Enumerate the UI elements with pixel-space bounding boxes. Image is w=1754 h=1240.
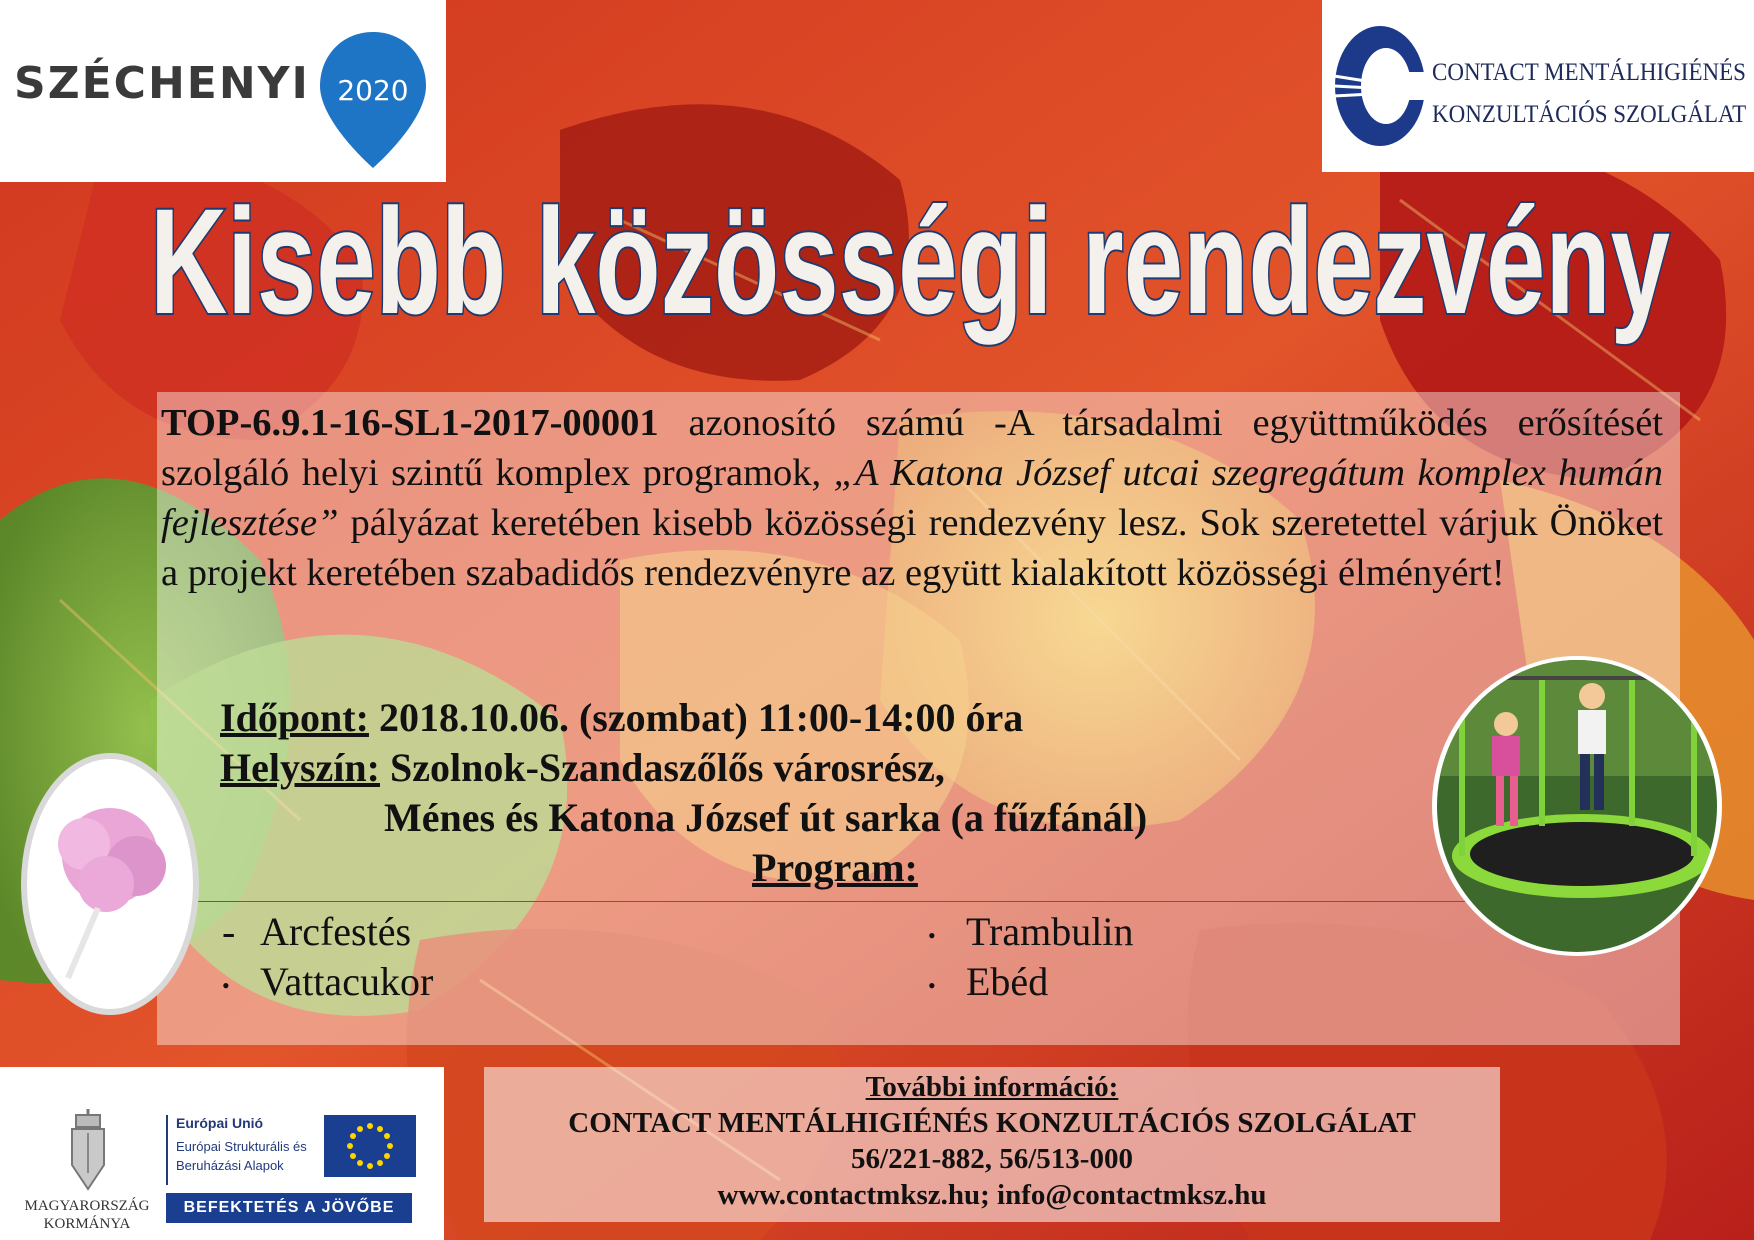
gov-line2: KORMÁNYA bbox=[43, 1216, 131, 1232]
bullet-dot: • bbox=[222, 972, 230, 998]
program-heading bbox=[752, 844, 918, 891]
place-value-2: Ménes és Katona József út sarka (a fűzfánál) bbox=[384, 795, 1148, 840]
contact-logo-line1: CONTACT MENTÁLHIGIÉNÉS bbox=[1432, 59, 1746, 86]
invest-banner: BEFEKTETÉS A JÖVŐBE bbox=[166, 1193, 412, 1223]
place-row bbox=[220, 744, 945, 791]
web-and-email: www.contactmksz.hu; info@contactmksz.hu bbox=[717, 1179, 1267, 1211]
time-value: 2018.10.06. (szombat) 11:00-14:00 óra bbox=[368, 695, 1024, 740]
intro-text-2: pályázat keretében kisebb közösségi rendezvény lesz. Sok szeretettel várjuk Önöket a projekt keretében szabadidős rendezvényre az együtt kialakított közösségi élményért! bbox=[161, 502, 1663, 594]
program-item bbox=[222, 908, 411, 955]
map-pin-icon bbox=[318, 30, 428, 170]
program-item-label: Trambulin bbox=[966, 909, 1134, 954]
program-divider bbox=[196, 901, 1514, 902]
szechenyi-word: SZÉCHENYI bbox=[14, 58, 310, 109]
event-title bbox=[140, 185, 1680, 375]
event-title-text: Kisebb közösségi rendezvény bbox=[150, 185, 1670, 345]
contact-logo bbox=[1322, 0, 1754, 172]
eu-divider bbox=[166, 1115, 168, 1185]
place-label: Helyszín: bbox=[220, 745, 380, 790]
szechenyi-2020-logo bbox=[0, 0, 446, 182]
phone-numbers: 56/221-882, 56/513-000 bbox=[851, 1143, 1133, 1175]
bullet-dot: • bbox=[928, 922, 936, 948]
time-row bbox=[220, 694, 1023, 741]
program-item bbox=[222, 958, 433, 1005]
contact-logo-name bbox=[1432, 52, 1746, 136]
place-row-2 bbox=[384, 794, 1147, 841]
org-name: CONTACT MENTÁLHIGIÉNÉS KONZULTÁCIÓS SZOLGÁLAT bbox=[568, 1107, 1416, 1139]
place-value: Szolnok-Szandaszőlős városrész, bbox=[379, 745, 945, 790]
intro-paragraph bbox=[161, 398, 1663, 598]
contact-c-icon bbox=[1332, 22, 1428, 150]
hungarian-coat-of-arms-icon bbox=[62, 1109, 114, 1193]
project-title-italic: „A Katona József utcai szegregátum komplex humán fejlesztése” bbox=[161, 452, 1663, 544]
program-item bbox=[928, 908, 1133, 955]
program-item-label: Arcfestés bbox=[260, 909, 412, 954]
bullet-dot: • bbox=[928, 972, 936, 998]
more-info-label: További információ: bbox=[865, 1071, 1119, 1103]
more-info-heading bbox=[484, 1071, 1500, 1104]
program-label: Program: bbox=[752, 845, 918, 890]
gov-line1: MAGYARORSZÁG bbox=[24, 1198, 150, 1214]
trampoline-image bbox=[1432, 656, 1722, 956]
time-label: Időpont: bbox=[220, 695, 369, 740]
intro-text-1: azonosító számú -A társadalmi együttműködés erősítését szolgáló helyi szintű komplex programok, bbox=[161, 402, 1663, 494]
eu-flag-icon bbox=[324, 1115, 416, 1177]
project-id: TOP-6.9.1-16-SL1-2017-00001 bbox=[161, 402, 659, 444]
gov-label bbox=[22, 1197, 152, 1233]
eu-subtitle: Európai Strukturális és Beruházási Alapok bbox=[176, 1139, 307, 1173]
eu-title: Európai Unió bbox=[176, 1115, 264, 1131]
dash-bullet: - bbox=[222, 909, 236, 954]
szechenyi-year: 2020 bbox=[337, 74, 409, 107]
contact-logo-line2: KONZULTÁCIÓS SZOLGÁLAT bbox=[1432, 101, 1747, 128]
program-item-label: Vattacukor bbox=[260, 959, 434, 1004]
funding-logos bbox=[0, 1067, 444, 1240]
program-item bbox=[928, 958, 1048, 1005]
program-item-label: Ebéd bbox=[966, 959, 1049, 1004]
cotton-candy-image bbox=[18, 748, 204, 1020]
